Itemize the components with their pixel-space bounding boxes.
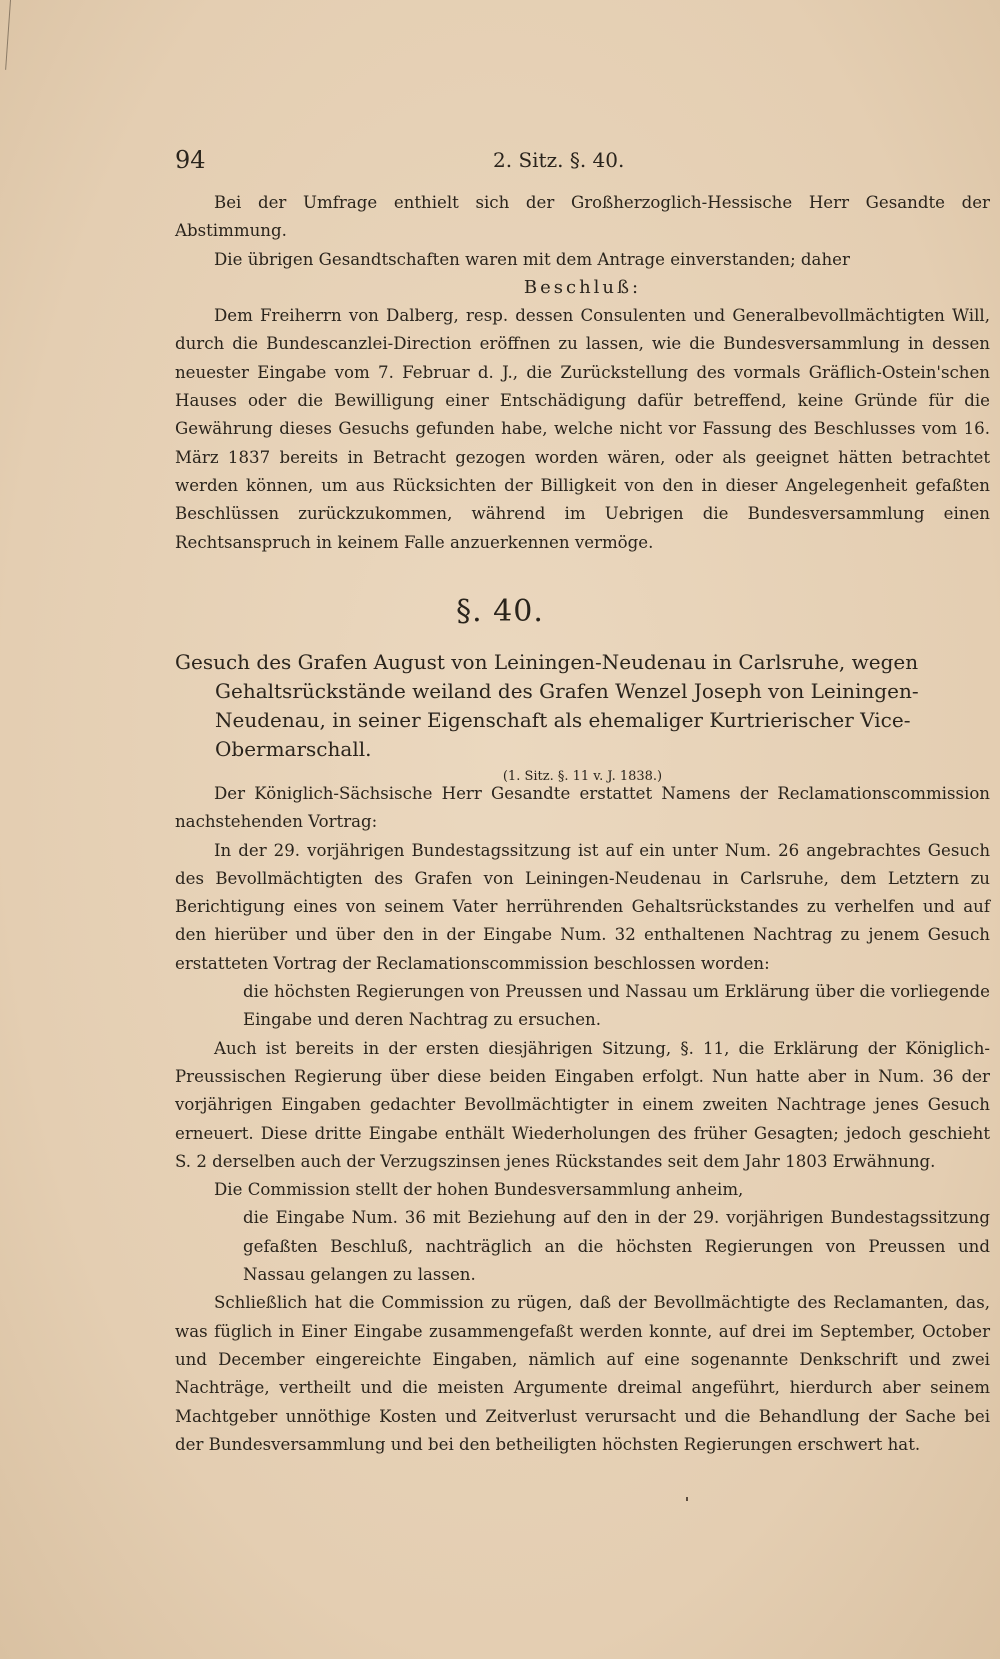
paragraph-commission-anheim: Die Commission stellt der hohen Bundesversammlung anheim, (214, 1180, 744, 1200)
section-heading: §. 40. (456, 594, 544, 629)
beschluss-label: Beschluß: (523, 276, 642, 298)
page-number: 94 (175, 146, 206, 174)
protocol-block-2 (175, 780, 990, 1459)
paragraph-ersuchen: die höchsten Regierungen von Preussen und Nassau um Erklärung über die vorliegende Eingabe und deren Nachtrag zu ersuchen. (243, 982, 990, 1030)
paragraph-umfrage: Bei der Umfrage enthielt sich der Großherzoglich-Hessische Herr Gesandte der Abstimmung. (175, 193, 990, 241)
page-edge-mark (5, 0, 11, 70)
paragraph-resolution: Dem Freiherrn von Dalberg, resp. dessen Consulenten und Generalbevollmächtigten Will, durch die Bundescanzlei-Direction eröffnen zu lassen, wie die Bundesversammlung in dessen neuester Eingabe vom 7. Februar d. J., die Zurückstellung des vormals Gräflich-Ostein'schen Hauses oder die Bewilligung einer Entschädigung dafür betreffend, keine Gründe für die Gewährung dieses Gesuchs gefunden habe, welche nicht vor Fassung des Beschlusses vom 16. März 1837 bereits in Betracht gezogen worden wären, oder als geeignet hätten betrachtet werden können, um aus Rücksichten der Billigkeit von den in dieser Angelegenheit gefaßten Beschlüssen zurückzukommen, während im Uebrigen die Bundesversammlung einen Rechtsanspruch in keinem Falle anzuerkennen vermöge. (175, 306, 990, 552)
running-head: 2. Sitz. §. 40. (493, 148, 625, 172)
paragraph-vortrag-intro: Der Königlich-Sächsische Herr Gesandte erstattet Namens der Reclamationscommission nachstehenden Vortrag: (175, 784, 990, 832)
paragraph-29-sitzung: In der 29. vorjährigen Bundestagssitzung ist auf ein unter Num. 26 angebrachtes Gesuch des Bevollmächtigten des Grafen von Leiningen-Neudenau in Carlsruhe, dem Letztern zu Berichtigung eines von seinem Vater herrührenden Gehaltsrückstandes zu verhelfen und auf den hierüber und über den in der Eingabe Num. 32 enthaltenen Nachtrag zu jenem Gesuch erstatteten Vortrag der Reclamationscommission beschlossen worden: (175, 840, 990, 973)
paragraph-gesandtschaften: Die übrigen Gesandtschaften waren mit dem Antrage einverstanden; daher (214, 249, 850, 269)
ink-speck (686, 1497, 688, 1501)
protocol-block-1 (175, 189, 990, 557)
page-header (175, 146, 825, 178)
section-title-block (175, 648, 990, 790)
paragraph-ruege: Schließlich hat die Commission zu rügen, daß der Bevollmächtigte des Reclamanten, das, was füglich in Einer Eingabe zusammengefaßt werden konnte, auf drei im September, October und December eingereichte Eingaben, nämlich auf eine sogenannte Denkschrift und zwei Nachträge, vertheilt und die meisten Argumente dreimal angeführt, hierdurch aber seinem Machtgeber unnöthige Kosten und Zeitverlust verursacht und die Behandlung der Sache bei der Bundesversammlung und bei den betheiligten höchsten Regierungen erschwert hat. (175, 1293, 990, 1454)
section-title: Gesuch des Grafen August von Leiningen-Neudenau in Carlsruhe, wegen Gehaltsrückstände weiland des Grafen Wenzel Joseph von Leiningen-Neudenau, in seiner Eigenschaft als ehemaliger Kurtrierischer Vice-Obermarschall. (175, 650, 919, 761)
paragraph-erklaerung: Auch ist bereits in der ersten diesjährigen Sitzung, §. 11, die Erklärung der Königlich-Preussischen Regierung über diese beiden Eingaben erfolgt. Nun hatte aber in Num. 36 der vorjährigen Eingaben gedachter Bevollmächtigter in einem zweiten Nachtrage jenes Gesuch erneuert. Diese dritte Eingabe enthält Wiederholungen des früher Gesagten; jedoch geschieht S. 2 derselben auch der Verzugszinsen jenes Rückstandes seit dem Jahr 1803 Erwähnung. (175, 1038, 990, 1171)
section-reference: (1. Sitz. §. 11 v. J. 1838.) (502, 769, 663, 784)
paragraph-eingabe-36: die Eingabe Num. 36 mit Beziehung auf den in der 29. vorjährigen Bundestagssitzung gefaßten Beschluß, nachträglich an die höchsten Regierungen von Preussen und Nassau gelangen zu lassen. (243, 1208, 990, 1285)
